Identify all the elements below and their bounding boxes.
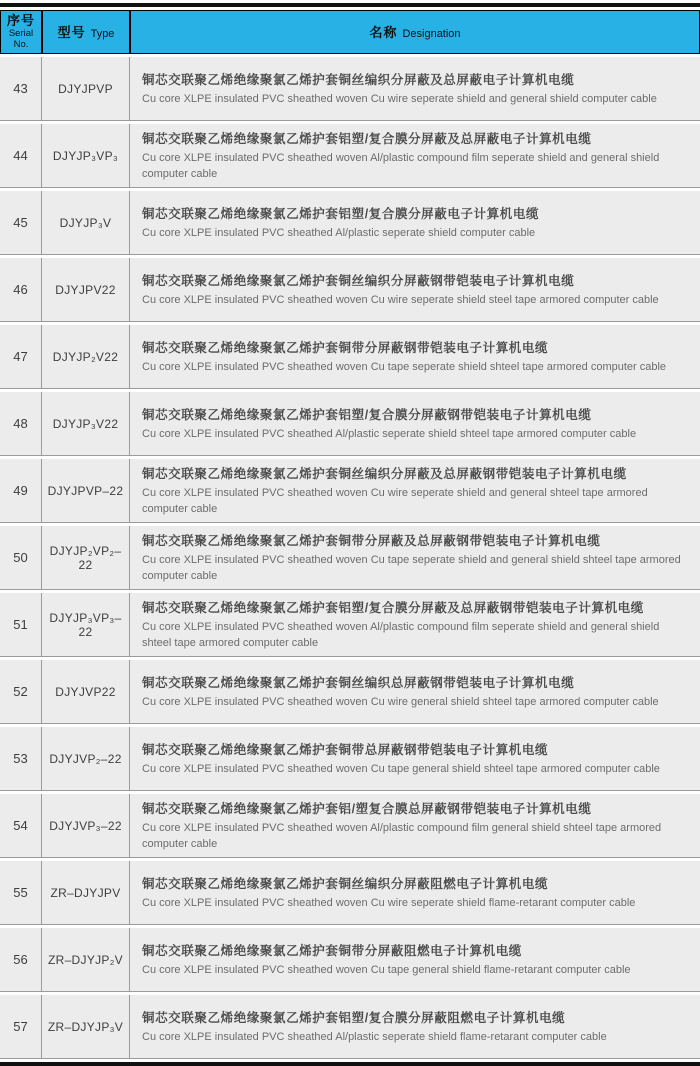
designation-english: Cu core XLPE insulated PVC sheathed woven Al/plastic compound film seperate shield and general shield shteel tape armored computer cable: [142, 620, 660, 649]
table-row: [0, 660, 700, 724]
cable-catalog-table: [0, 7, 700, 1062]
designation-chinese: 铜芯交联聚乙烯绝缘聚氯乙烯护套铜丝编织分屏蔽钢带铠装电子计算机电缆: [142, 273, 575, 288]
table-row: [0, 392, 700, 456]
serial-number: 56: [13, 952, 28, 967]
designation-cell: [130, 995, 700, 1059]
designation-chinese: 铜芯交联聚乙烯绝缘聚氯乙烯护套铜带分屏蔽及总屏蔽钢带铠装电子计算机电缆: [142, 533, 601, 548]
type-code-cell: [42, 794, 130, 858]
serial-number: 44: [13, 148, 28, 163]
designation-cell: [130, 392, 700, 456]
designation-cell: [130, 325, 700, 389]
table-header: [0, 10, 700, 54]
type-code: DJYJP₂V22: [52, 349, 119, 364]
designation-chinese: 铜芯交联聚乙烯绝缘聚氯乙烯护套铝塑/复合膜分屏蔽钢带铠装电子计算机电缆: [142, 407, 592, 422]
type-code-cell: [42, 124, 130, 188]
designation-chinese: 铜芯交联聚乙烯绝缘聚氯乙烯护套铝塑/复合膜分屏蔽电子计算机电缆: [142, 206, 540, 221]
table-row: [0, 526, 700, 590]
designation-chinese: 铜芯交联聚乙烯绝缘聚氯乙烯护套铝塑/复合膜分屏蔽及总屏蔽钢带铠装电子计算机电缆: [142, 600, 644, 615]
type-code: DJYJPVP–22: [47, 483, 124, 498]
designation-chinese: 铜芯交联聚乙烯绝缘聚氯乙烯护套铝塑/复合膜分屏蔽及总屏蔽电子计算机电缆: [142, 131, 592, 146]
type-code: DJYJPV22: [55, 282, 116, 297]
table-row: [0, 258, 700, 322]
serial-number: 45: [13, 215, 28, 230]
serial-number: 50: [13, 550, 28, 565]
header-type-en: Type: [90, 28, 115, 40]
type-code: DJYJPVP: [58, 81, 113, 96]
designation-cell: [130, 794, 700, 858]
header-designation-column: [130, 10, 700, 54]
type-code-cell: [42, 995, 130, 1059]
type-code: DJYJP₂VP₂–22: [49, 543, 122, 572]
designation-cell: [130, 258, 700, 322]
serial-number-cell: [0, 392, 42, 456]
designation-english: Cu core XLPE insulated PVC sheathed woven Cu wire general shield shteel tape armored computer cable: [142, 695, 659, 708]
header-serial-en2: No.: [13, 39, 29, 50]
type-code-cell: [42, 861, 130, 925]
designation-cell: [130, 861, 700, 925]
designation-cell: [130, 727, 700, 791]
designation-chinese: 铜芯交联聚乙烯绝缘聚氯乙烯护套铝塑/复合膜分屏蔽阻燃电子计算机电缆: [142, 1010, 566, 1025]
designation-chinese: 铜芯交联聚乙烯绝缘聚氯乙烯护套铜带分屏蔽钢带铠装电子计算机电缆: [142, 340, 549, 355]
serial-number-cell: [0, 593, 42, 657]
designation-english: Cu core XLPE insulated PVC sheathed woven Cu wire seperate shield and general shteel tape armored computer cable: [142, 486, 648, 515]
header-type-column: [42, 10, 130, 54]
designation-english: Cu core XLPE insulated PVC sheathed woven Cu tape general shield flame-retarant computer cable: [142, 963, 631, 976]
table-body: [0, 57, 700, 1059]
type-code-cell: [42, 258, 130, 322]
designation-cell: [130, 191, 700, 255]
designation-cell: [130, 124, 700, 188]
designation-english: Cu core XLPE insulated PVC sheathed woven Cu tape seperate shield shteel tape armored computer cable: [142, 360, 667, 373]
header-designation-en: Designation: [402, 28, 461, 40]
type-code: DJYJP₃V22: [52, 416, 119, 431]
designation-english: Cu core XLPE insulated PVC sheathed woven Al/plastic compound film general shield shteel tape armored computer cable: [142, 821, 662, 850]
designation-cell: [130, 660, 700, 724]
header-row: [0, 10, 700, 54]
table-row: [0, 928, 700, 992]
serial-number-cell: [0, 258, 42, 322]
header-designation-cn: 名称: [369, 25, 398, 40]
serial-number: 51: [13, 617, 28, 632]
designation-cell: [130, 526, 700, 590]
designation-cell: [130, 928, 700, 992]
designation-chinese: 铜芯交联聚乙烯绝缘聚氯乙烯护套铜丝编织总屏蔽钢带铠装电子计算机电缆: [142, 675, 575, 690]
header-serial-cn: 序号: [6, 13, 35, 28]
designation-english: Cu core XLPE insulated PVC sheathed woven Cu wire seperate shield flame-retarant computer cable: [142, 896, 636, 909]
table-row: [0, 124, 700, 188]
table-row: [0, 459, 700, 523]
designation-english: Cu core XLPE insulated PVC sheathed woven Cu wire seperate shield and general shield computer cable: [142, 92, 657, 105]
table-row: [0, 191, 700, 255]
serial-number: 52: [13, 684, 28, 699]
type-code-cell: [42, 459, 130, 523]
designation-chinese: 铜芯交联聚乙烯绝缘聚氯乙烯护套铜丝编织分屏蔽及总屏蔽电子计算机电缆: [142, 72, 575, 87]
table-row: [0, 861, 700, 925]
type-code-cell: [42, 392, 130, 456]
serial-number: 54: [13, 818, 28, 833]
type-code-cell: [42, 660, 130, 724]
designation-english: Cu core XLPE insulated PVC sheathed Al/plastic seperate shield shteel tape armored computer cable: [142, 427, 637, 440]
type-code-cell: [42, 57, 130, 121]
type-code: DJYJVP₃–22: [49, 818, 122, 833]
serial-number-cell: [0, 124, 42, 188]
type-code: ZR–DJYJP₂V: [47, 952, 123, 967]
header-serial-en1: Serial: [8, 28, 34, 39]
type-code: DJYJVP22: [55, 684, 116, 699]
designation-english: Cu core XLPE insulated PVC sheathed woven Cu tape seperate shield and general shield shteel tape armored computer cable: [142, 553, 681, 582]
designation-chinese: 铜芯交联聚乙烯绝缘聚氯乙烯护套铝/塑复合膜总屏蔽钢带铠装电子计算机电缆: [142, 801, 592, 816]
serial-number: 57: [13, 1019, 28, 1034]
serial-number: 49: [13, 483, 28, 498]
designation-english: Cu core XLPE insulated PVC sheathed woven Al/plastic compound film seperate shield and general shield computer cable: [142, 151, 660, 180]
designation-chinese: 铜芯交联聚乙烯绝缘聚氯乙烯护套铜丝编织分屏蔽阻燃电子计算机电缆: [142, 876, 549, 891]
serial-number-cell: [0, 57, 42, 121]
type-code-cell: [42, 727, 130, 791]
table-row: [0, 794, 700, 858]
serial-number-cell: [0, 928, 42, 992]
type-code-cell: [42, 593, 130, 657]
type-code: DJYJP₃VP₃: [52, 148, 119, 163]
serial-number-cell: [0, 995, 42, 1059]
header-type-cn: 型号: [57, 25, 86, 40]
type-code: DJYJP₃V: [59, 215, 112, 230]
serial-number: 43: [13, 81, 28, 96]
serial-number-cell: [0, 660, 42, 724]
type-code: ZR–DJYJP₃V: [47, 1019, 124, 1034]
table-row: [0, 325, 700, 389]
designation-english: Cu core XLPE insulated PVC sheathed Al/plastic seperate shield computer cable: [142, 226, 536, 239]
type-code: ZR–DJYJPV: [50, 885, 121, 900]
serial-number-cell: [0, 325, 42, 389]
type-code: DJYJVP₂–22: [49, 751, 122, 766]
serial-number-cell: [0, 727, 42, 791]
type-code-cell: [42, 526, 130, 590]
designation-chinese: 铜芯交联聚乙烯绝缘聚氯乙烯护套铜带分屏蔽阻燃电子计算机电缆: [142, 943, 522, 958]
serial-number: 55: [13, 885, 28, 900]
designation-chinese: 铜芯交联聚乙烯绝缘聚氯乙烯护套铜丝编织分屏蔽及总屏蔽钢带铠装电子计算机电缆: [142, 466, 627, 481]
serial-number-cell: [0, 459, 42, 523]
designation-english: Cu core XLPE insulated PVC sheathed Al/plastic seperate shield flame-retarant computer cable: [142, 1030, 607, 1043]
bottom-rule: [0, 1062, 700, 1066]
table-row: [0, 727, 700, 791]
serial-number: 48: [13, 416, 28, 431]
type-code: DJYJP₃VP₃–22: [49, 610, 122, 639]
header-serial-column: [0, 10, 42, 54]
table-row: [0, 995, 700, 1059]
type-code-cell: [42, 325, 130, 389]
catalog-page: [0, 3, 700, 1066]
serial-number-cell: [0, 794, 42, 858]
designation-cell: [130, 57, 700, 121]
designation-cell: [130, 593, 700, 657]
designation-chinese: 铜芯交联聚乙烯绝缘聚氯乙烯护套铜带总屏蔽钢带铠装电子计算机电缆: [142, 742, 549, 757]
serial-number: 53: [13, 751, 28, 766]
serial-number-cell: [0, 861, 42, 925]
type-code-cell: [42, 928, 130, 992]
type-code-cell: [42, 191, 130, 255]
table-row: [0, 593, 700, 657]
serial-number-cell: [0, 191, 42, 255]
designation-cell: [130, 459, 700, 523]
serial-number: 47: [13, 349, 28, 364]
serial-number: 46: [13, 282, 28, 297]
serial-number-cell: [0, 526, 42, 590]
designation-english: Cu core XLPE insulated PVC sheathed woven Cu wire seperate shield steel tape armored computer cable: [142, 293, 659, 306]
table-row: [0, 57, 700, 121]
designation-english: Cu core XLPE insulated PVC sheathed woven Cu tape general shield shteel tape armored computer cable: [142, 762, 660, 775]
